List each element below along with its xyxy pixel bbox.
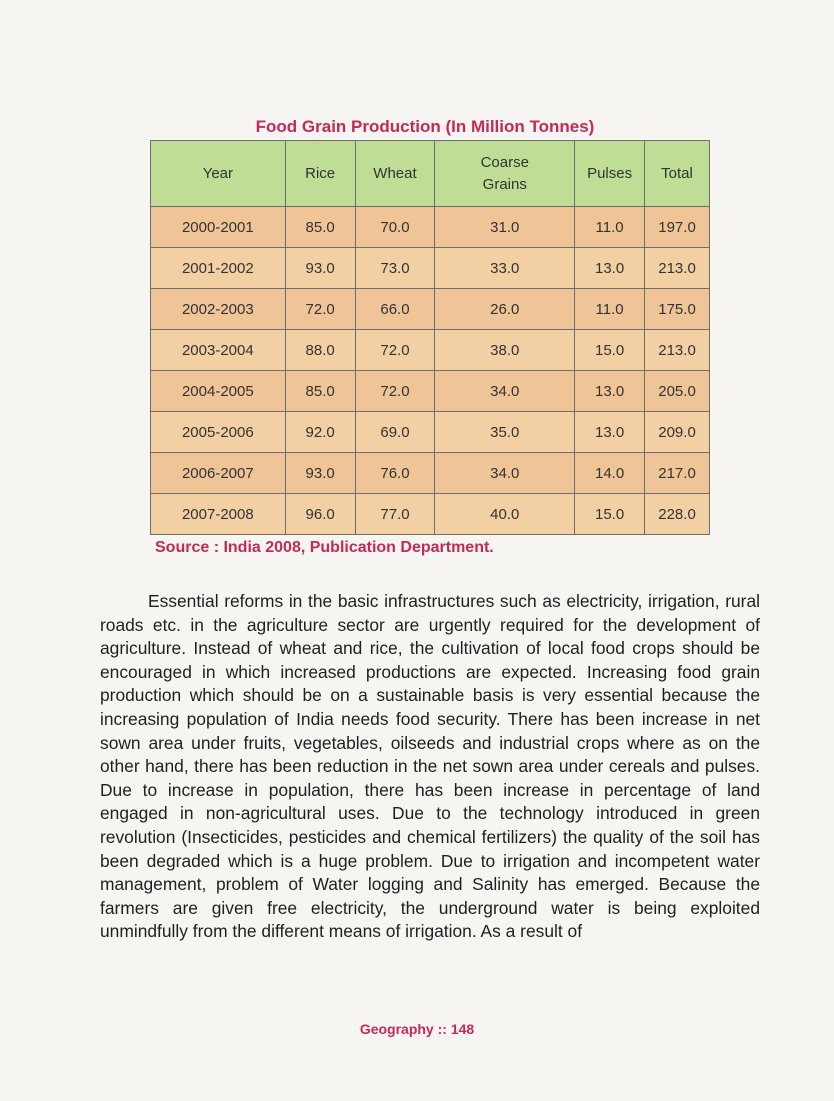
cell-pulses: 14.0 (575, 453, 645, 494)
cell-rice: 85.0 (285, 371, 355, 412)
cell-wheat: 69.0 (355, 412, 435, 453)
cell-rice: 92.0 (285, 412, 355, 453)
header-pulses: Pulses (575, 141, 645, 207)
table-row (151, 289, 710, 330)
cell-rice: 93.0 (285, 248, 355, 289)
cell-total: 213.0 (645, 330, 710, 371)
cell-year: 2004-2005 (151, 371, 286, 412)
table-row (151, 371, 710, 412)
cell-coarse-grains: 35.0 (435, 412, 575, 453)
header-year: Year (151, 141, 286, 207)
cell-rice: 85.0 (285, 207, 355, 248)
cell-coarse-grains: 34.0 (435, 453, 575, 494)
cell-year: 2001-2002 (151, 248, 286, 289)
table-source: Source : India 2008, Publication Department. (155, 539, 494, 556)
table-header-row (151, 141, 710, 207)
table-row (151, 494, 710, 535)
cell-year: 2000-2001 (151, 207, 286, 248)
cell-year: 2006-2007 (151, 453, 286, 494)
header-coarse-line1: Coarse (480, 153, 529, 171)
cell-total: 205.0 (645, 371, 710, 412)
cell-coarse-grains: 33.0 (435, 248, 575, 289)
cell-coarse-grains: 31.0 (435, 207, 575, 248)
cell-pulses: 13.0 (575, 371, 645, 412)
header-rice: Rice (285, 141, 355, 207)
cell-wheat: 77.0 (355, 494, 435, 535)
cell-coarse-grains: 38.0 (435, 330, 575, 371)
header-coarse-grains (435, 141, 575, 207)
table-row (151, 453, 710, 494)
header-coarse-line2: Grains (482, 175, 527, 193)
cell-pulses: 13.0 (575, 248, 645, 289)
cell-rice: 88.0 (285, 330, 355, 371)
cell-wheat: 73.0 (355, 248, 435, 289)
table-row (151, 330, 710, 371)
cell-total: 209.0 (645, 412, 710, 453)
cell-coarse-grains: 26.0 (435, 289, 575, 330)
table-title: Food Grain Production (In Million Tonnes) (255, 117, 595, 136)
cell-total: 175.0 (645, 289, 710, 330)
cell-year: 2005-2006 (151, 412, 286, 453)
cell-rice: 96.0 (285, 494, 355, 535)
table-row (151, 248, 710, 289)
cell-year: 2002-2003 (151, 289, 286, 330)
cell-wheat: 72.0 (355, 330, 435, 371)
cell-wheat: 66.0 (355, 289, 435, 330)
cell-total: 197.0 (645, 207, 710, 248)
cell-wheat: 72.0 (355, 371, 435, 412)
cell-wheat: 70.0 (355, 207, 435, 248)
cell-total: 217.0 (645, 453, 710, 494)
cell-pulses: 15.0 (575, 494, 645, 535)
page-footer: Geography :: 148 (359, 1021, 475, 1037)
cell-rice: 72.0 (285, 289, 355, 330)
food-grain-table (150, 140, 710, 535)
cell-year: 2003-2004 (151, 330, 286, 371)
cell-coarse-grains: 40.0 (435, 494, 575, 535)
cell-total: 213.0 (645, 248, 710, 289)
cell-year: 2007-2008 (151, 494, 286, 535)
cell-pulses: 13.0 (575, 412, 645, 453)
cell-pulses: 15.0 (575, 330, 645, 371)
table-row (151, 412, 710, 453)
cell-wheat: 76.0 (355, 453, 435, 494)
cell-total: 228.0 (645, 494, 710, 535)
cell-coarse-grains: 34.0 (435, 371, 575, 412)
header-wheat: Wheat (355, 141, 435, 207)
cell-pulses: 11.0 (575, 207, 645, 248)
table-row (151, 207, 710, 248)
cell-pulses: 11.0 (575, 289, 645, 330)
body-paragraph: Essential reforms in the basic infrastructures such as electricity, irrigation, rural roads etc. in the agriculture sector are urgently required for the development of agriculture. Instead of wheat and rice, the cultivation of local food crops should be encouraged in which increased productions are expected. Increasing food grain production which should be on a sustainable basis is very essential because the increasing population of India needs food security. There has been increase in net sown area under fruits, vegetables, oilseeds and industrial crops where as on the other hand, there has been reduction in the net sown area under cereals and pulses. Due to increase in population, there has been increase in percentage of land engaged in non-agricultural uses. Due to the technology introduced in green revolution (Insecticides, pesticides and chemical fertilizers) the quality of the soil has been degraded which is a huge problem. Due to irrigation and incompetent water management, problem of Water logging and Salinity has emerged. Because the farmers are given free electricity, the underground water is being exploited unmindfully from the different means of irrigation. As a result of (100, 591, 760, 942)
header-total: Total (645, 141, 710, 207)
cell-rice: 93.0 (285, 453, 355, 494)
